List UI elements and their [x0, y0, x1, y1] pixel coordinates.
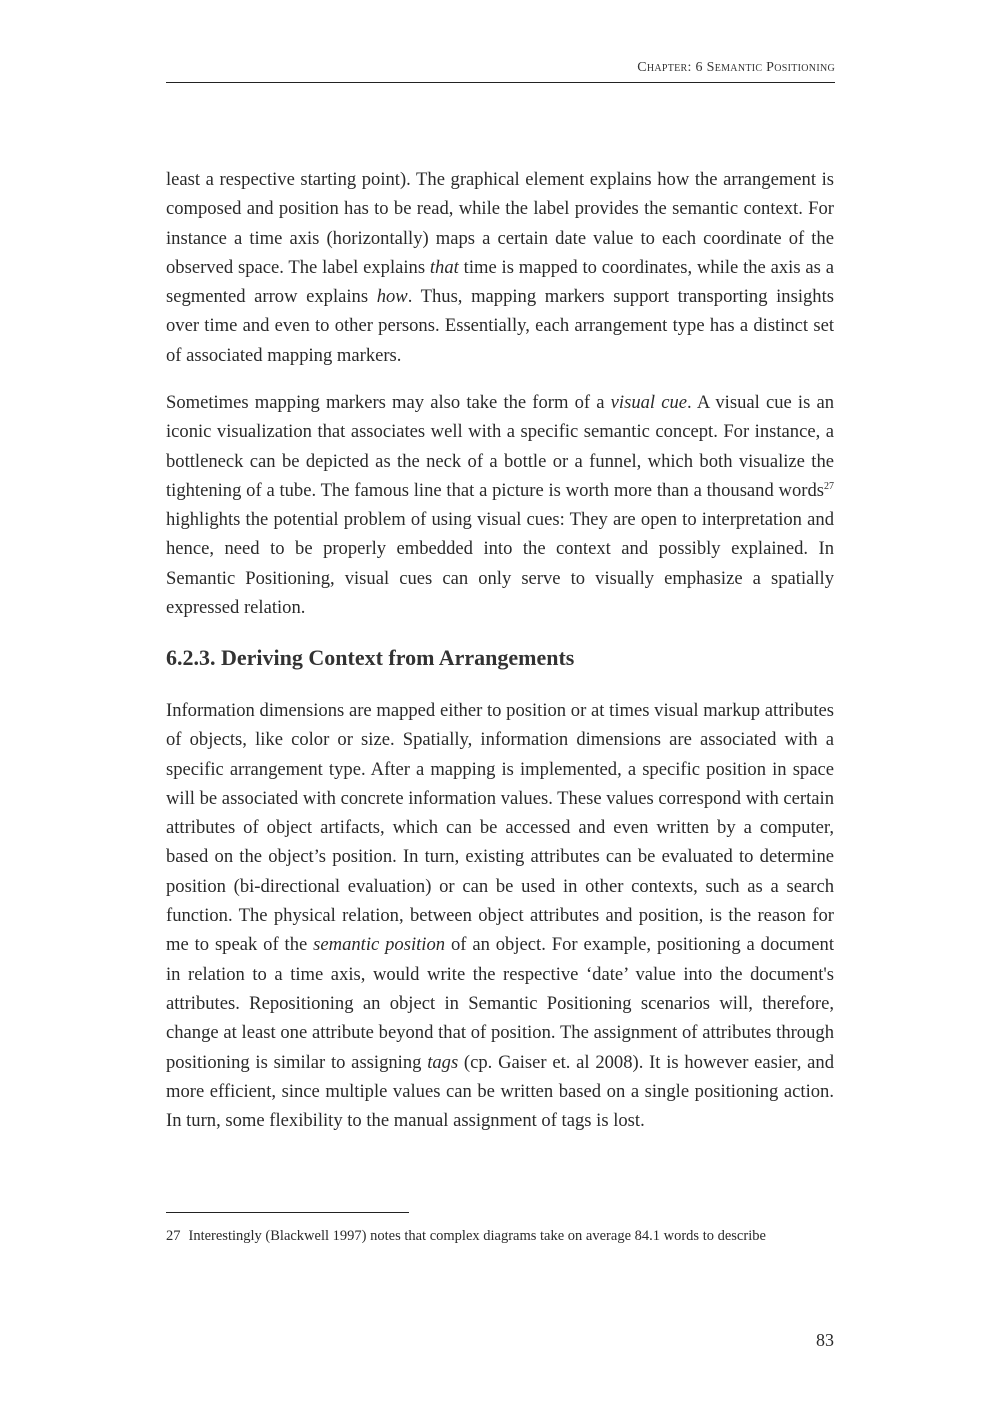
text-segment: time is mapped to coordinates, while the axis as a segmented arrow explains — [166, 256, 834, 308]
footnote — [166, 1226, 846, 1246]
text-segment: of an object. For example, positioning a document in relation to a time axis, would write the respective ‘date’ value into the document's attributes. Repositioning an object in Semantic Positioning scenarios will, therefore, change at least one attribute beyond that of position. The assignment of attributes through positioning is similar to assigning — [166, 934, 834, 1073]
emphasis-text: how — [376, 286, 408, 308]
emphasis-text: semantic position — [313, 934, 446, 956]
text-segment: . Thus, mapping markers support transporting insights over time and even to other persons. Essentially, each arrangement type has a distinct set of associated mapping markers. — [166, 286, 834, 366]
section-heading: 6.2.3. Deriving Context from Arrangements — [166, 645, 575, 670]
running-head: Chapter: 6 Semantic Positioning — [637, 60, 835, 75]
text-segment: least a respective starting point). The graphical element explains how the arrangement is composed and position has to be read, while the label provides the semantic context. For instance a time axis (horizontally) maps a certain date value to each coordinate of the observed space. The label explains — [166, 169, 834, 278]
text-segment: (cp. Gaiser et. al 2008). It is however easier, and more efficient, since multiple values can be written based on a single positioning action. In turn, some flexibility to the manual assignment of tags is lost. — [166, 1051, 834, 1132]
paragraph-text — [166, 165, 834, 370]
text-segment: . A visual cue is an iconic visualization that associates well with a specific semantic concept. For instance, a bottleneck can be depicted as the neck of a bottle or a funnel, which both visualize the tightening of a tube. The famous line that a picture is worth more than a thousand words — [166, 392, 835, 501]
paragraph-2 — [166, 388, 834, 622]
header-rule — [166, 82, 835, 83]
footnote-reference: 27 — [824, 480, 834, 492]
footnote-rule — [166, 1212, 409, 1213]
paragraph-text — [166, 696, 834, 1135]
emphasis-text: visual cue — [610, 392, 688, 413]
paragraph-3 — [166, 696, 834, 1135]
emphasis-text: that — [429, 256, 459, 278]
page-number: 83 — [816, 1330, 834, 1350]
text-segment: Sometimes mapping markers may also take the form of a — [166, 392, 611, 413]
paragraph-1 — [166, 165, 834, 370]
footnote-number: 27 — [166, 1228, 181, 1244]
emphasis-text: tags — [427, 1051, 459, 1073]
paragraph-text — [166, 388, 834, 622]
footnote-text: Interestingly (Blackwell 1997) notes that complex diagrams take on average 84.1 words to describe — [188, 1228, 766, 1244]
text-segment: Information dimensions are mapped either to position or at times visual markup attributes of objects, like color or size. Spatially, information dimensions are associated with a specific arrangement type. After a mapping is implemented, a specific position in space will be associated with concrete information values. These values correspond with certain attributes of object artifacts, which can be accessed and even written by a computer, based on the object’s position. In turn, existing attributes can be evaluated to determine position (bi-directional evaluation) or can be used in other contexts, such as a search function. The physical relation, between object attributes and position, is the reason for me to speak of the — [166, 700, 834, 956]
text-segment: highlights the potential problem of using visual cues: They are open to interpretation and hence, need to be properly embedded into the context and possibly explained. In Semantic Positioning, visual cues can only serve to visually emphasize a spatially expressed relation. — [166, 509, 834, 619]
